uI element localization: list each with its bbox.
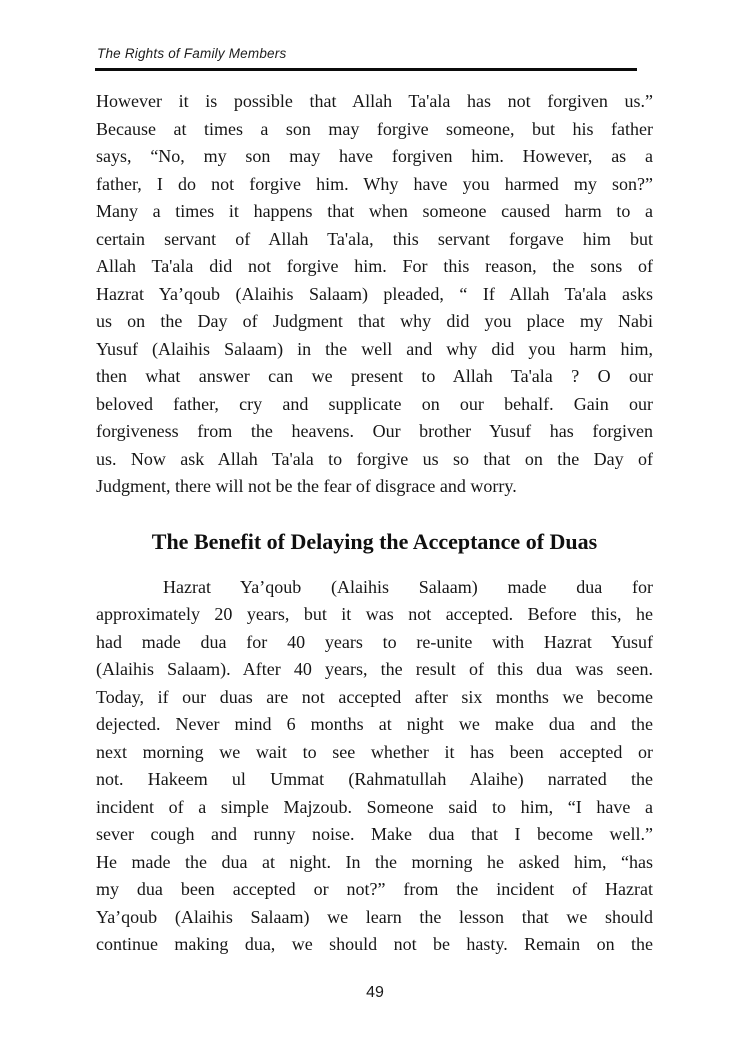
text-line: forgiveness from the heavens. Our brother Yusuf has forgiven bbox=[96, 421, 653, 441]
text-line: However it is possible that Allah Ta'ala has not forgiven us.” bbox=[96, 91, 653, 111]
paragraph-1 bbox=[96, 88, 653, 501]
text-line: sever cough and runny noise. Make dua that I become well.” bbox=[96, 824, 653, 844]
paragraph-2 bbox=[96, 574, 653, 959]
text-line: beloved father, cry and supplicate on our behalf. Gain our bbox=[96, 393, 653, 414]
text-line: approximately 20 years, but it was not accepted. Before this, he bbox=[96, 604, 653, 624]
text-line: Hazrat Ya’qoub (Alaihis Salaam) made dua for bbox=[163, 576, 653, 597]
text-line: Judgment, there will not be the fear of disgrace and worry. bbox=[96, 476, 517, 496]
text-line: incident of a simple Majzoub. Someone said to him, “I have a bbox=[96, 796, 653, 817]
text-column bbox=[96, 88, 653, 959]
running-header: The Rights of Family Members bbox=[97, 46, 287, 61]
text-line: Ya’qoub (Alaihis Salaam) we learn the lesson that we should bbox=[96, 906, 653, 927]
text-line: Hazrat Ya’qoub (Alaihis Salaam) pleaded, “ If Allah Ta'ala asks bbox=[96, 283, 653, 304]
header-rule bbox=[95, 68, 637, 71]
text-line: Allah Ta'ala did not forgive him. For this reason, the sons of bbox=[96, 256, 653, 276]
text-line: (Alaihis Salaam). After 40 years, the result of this dua was seen. bbox=[96, 659, 653, 679]
text-line: Yusuf (Alaihis Salaam) in the well and why did you harm him, bbox=[96, 338, 653, 359]
text-line: certain servant of Allah Ta'ala, this servant forgave him but bbox=[96, 228, 653, 249]
text-line: father, I do not forgive him. Why have you harmed my son?” bbox=[96, 173, 653, 194]
text-line: us. Now ask Allah Ta'ala to forgive us so that on the Day of bbox=[96, 448, 653, 469]
text-line: Today, if our duas are not accepted after six months we become bbox=[96, 686, 653, 707]
text-line: dejected. Never mind 6 months at night we make dua and the bbox=[96, 714, 653, 734]
text-line: next morning we wait to see whether it has been accepted or bbox=[96, 741, 653, 762]
text-line: says, “No, my son may have forgiven him. However, as a bbox=[96, 146, 653, 166]
text-line: Many a times it happens that when someone caused harm to a bbox=[96, 201, 653, 221]
text-line: continue making dua, we should not be hasty. Remain on the bbox=[96, 934, 653, 954]
text-line: then what answer can we present to Allah Ta'ala ? O our bbox=[96, 366, 653, 386]
text-line: Because at times a son may forgive someone, but his father bbox=[96, 118, 653, 139]
page-number: 49 bbox=[366, 984, 384, 1001]
text-line: not. Hakeem ul Ummat (Rahmatullah Alaihe) narrated the bbox=[96, 769, 653, 789]
text-line: He made the dua at night. In the morning he asked him, “has bbox=[96, 851, 653, 872]
text-line: had made dua for 40 years to re-unite with Hazrat Yusuf bbox=[96, 631, 653, 652]
text-line: my dua been accepted or not?” from the incident of Hazrat bbox=[96, 879, 653, 899]
section-heading: The Benefit of Delaying the Acceptance of Duas bbox=[151, 528, 598, 554]
text-line: us on the Day of Judgment that why did you place my Nabi bbox=[96, 311, 653, 331]
